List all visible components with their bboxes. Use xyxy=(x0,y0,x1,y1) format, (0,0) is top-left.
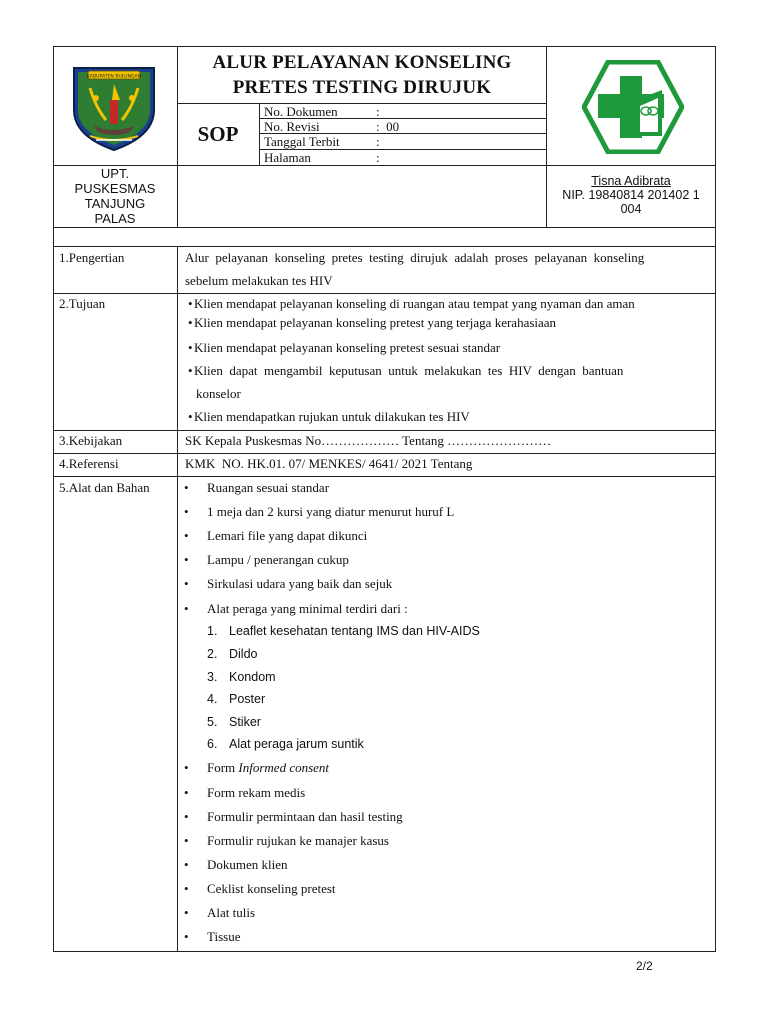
sub-item-number: 4. xyxy=(207,692,218,706)
alat-item: Sirkulasi udara yang baik dan sejuk xyxy=(207,576,393,591)
unit-name xyxy=(53,166,177,226)
sub-item-text: Dildo xyxy=(229,647,258,661)
sub-item-number: 2. xyxy=(207,647,218,661)
alat-item: Ceklist konseling pretest xyxy=(207,881,336,896)
meta-sep: : xyxy=(376,134,380,149)
section-label-alat: 5.Alat dan Bahan xyxy=(59,480,150,495)
sub-item-text: Leaflet kesehatan tentang IMS dan HIV-AIDS xyxy=(229,624,480,638)
form-italic: Informed consent xyxy=(238,760,330,775)
sub-item-number: 6. xyxy=(207,737,218,751)
sub-item-text: Kondom xyxy=(229,670,276,684)
alat-item: 1 meja dan 2 kursi yang diatur menurut huruf L xyxy=(207,504,455,519)
pengertian-text-line2: sebelum melakukan tes HIV xyxy=(185,273,333,288)
meta-label: Tanggal Terbit xyxy=(264,134,340,149)
alat-bullet: • xyxy=(184,857,189,872)
meta-row-halaman xyxy=(264,150,383,165)
signer-block xyxy=(547,174,715,216)
signer-name: Tisna Adibrata xyxy=(591,174,671,188)
tujuan-text: Klien mendapatkan rujukan untuk dilakukan tes HIV xyxy=(194,409,470,424)
tujuan-item: •Klien mendapat pelayanan konseling pretest yang terjaga kerahasiaan xyxy=(188,315,557,330)
alat-bullet: • xyxy=(184,809,189,824)
meta-row-dokumen xyxy=(264,104,383,119)
alat-item: Formulir rujukan ke manajer kasus xyxy=(207,833,389,848)
section-label-kebijakan: 3.Kebijakan xyxy=(59,433,123,448)
alat-bullet: • xyxy=(184,504,189,519)
alat-item: Lemari file yang dapat dikunci xyxy=(207,528,368,543)
tujuan-text: Klien mendapat pelayanan konseling pretest sesuai standar xyxy=(194,340,501,355)
unit-line: UPT. xyxy=(100,166,130,181)
tujuan-text: Klien mendapat pelayanan konseling pretest yang terjaga kerahasiaan xyxy=(194,315,557,330)
document-title-line1: ALUR PELAYANAN KONSELING xyxy=(212,52,512,73)
meta-value: 00 xyxy=(386,119,400,134)
document-title-line2: PRETES TESTING DIRUJUK xyxy=(232,77,492,98)
section-label-tujuan: 2.Tujuan xyxy=(59,296,106,311)
regency-crest-logo xyxy=(66,58,162,154)
puskesmas-logo-icon xyxy=(582,60,684,154)
tujuan-text: Klien dapat mengambil keputusan untuk melakukan tes HIV dengan bantuan xyxy=(194,363,624,378)
kebijakan-text: SK Kepala Puskesmas No……………… Tentang …………………… xyxy=(185,433,552,448)
alat-bullet: • xyxy=(184,552,189,567)
alat-bullet: • xyxy=(184,929,189,944)
sub-item-text: Alat peraga jarum suntik xyxy=(229,737,364,751)
tujuan-item: •Klien dapat mengambil keputusan untuk melakukan tes HIV dengan bantuan xyxy=(188,363,624,378)
alat-bullet: • xyxy=(184,480,189,495)
alat-bullet: • xyxy=(184,576,189,591)
signer-nip: NIP. 19840814 201402 1 xyxy=(562,188,700,202)
alat-bullet: • xyxy=(184,785,189,800)
alat-item: Formulir permintaan dan hasil testing xyxy=(207,809,403,824)
sub-item-text: Poster xyxy=(229,692,266,706)
alat-bullet: • xyxy=(184,881,189,896)
alat-item: Alat peraga yang minimal terdiri dari : xyxy=(207,601,408,616)
tujuan-item: •Klien mendapatkan rujukan untuk dilakukan tes HIV xyxy=(188,409,470,424)
alat-item: Tissue xyxy=(207,929,241,944)
alat-item: Lampu / penerangan cukup xyxy=(207,552,349,567)
sub-item-number: 1. xyxy=(207,624,218,638)
sub-item-number: 5. xyxy=(207,715,218,729)
meta-row-tanggal xyxy=(264,134,383,149)
section-label-pengertian: 1.Pengertian xyxy=(59,250,125,265)
tujuan-text: Klien mendapat pelayanan konseling di ruangan atau tempat yang nyaman dan aman xyxy=(194,296,635,311)
alat-bullet: • xyxy=(184,760,189,775)
form-prefix: Form xyxy=(207,760,239,775)
alat-item: Ruangan sesuai standar xyxy=(207,480,330,495)
section-label-referensi: 4.Referensi xyxy=(59,456,119,471)
referensi-text: KMK NO. HK.01. 07/ MENKES/ 4641/ 2021 Tentang xyxy=(185,456,473,471)
meta-label: Halaman xyxy=(264,150,311,165)
crest-banner-text: KABUPATEN BULUNGAN xyxy=(86,74,142,80)
pengertian-text-line1: Alur pelayanan konseling pretes testing dirujuk adalah proses pelayanan konseling xyxy=(185,250,645,265)
signer-nip-cont: 004 xyxy=(620,202,642,216)
tujuan-item: •Klien mendapat pelayanan konseling pretest sesuai standar xyxy=(188,340,501,355)
unit-line: PUSKESMAS xyxy=(74,181,156,196)
page-number: 2/2 xyxy=(636,959,653,973)
meta-sep: : xyxy=(376,104,380,119)
sub-item-text: Stiker xyxy=(229,715,261,729)
alat-item: Alat tulis xyxy=(207,905,256,920)
alat-item: Form rekam medis xyxy=(207,785,306,800)
alat-item-informed-consent xyxy=(207,760,329,776)
alat-item: Dokumen klien xyxy=(207,857,288,872)
tujuan-item: •Klien mendapat pelayanan konseling di ruangan atau tempat yang nyaman dan aman xyxy=(188,296,635,311)
sop-label: SOP xyxy=(197,122,239,146)
alat-bullet: • xyxy=(184,601,189,616)
sub-item-number: 3. xyxy=(207,670,218,684)
meta-sep: : xyxy=(376,119,380,134)
meta-sep: : xyxy=(376,150,380,165)
unit-line: TANJUNG xyxy=(84,196,146,211)
alat-bullet: • xyxy=(184,833,189,848)
tujuan-text-cont: konselor xyxy=(196,386,241,401)
unit-line: PALAS xyxy=(94,211,136,226)
meta-label: No. Dokumen xyxy=(264,104,338,119)
meta-label: No. Revisi xyxy=(264,119,320,134)
meta-row-revisi xyxy=(264,119,399,134)
alat-bullet: • xyxy=(184,905,189,920)
alat-bullet: • xyxy=(184,528,189,543)
